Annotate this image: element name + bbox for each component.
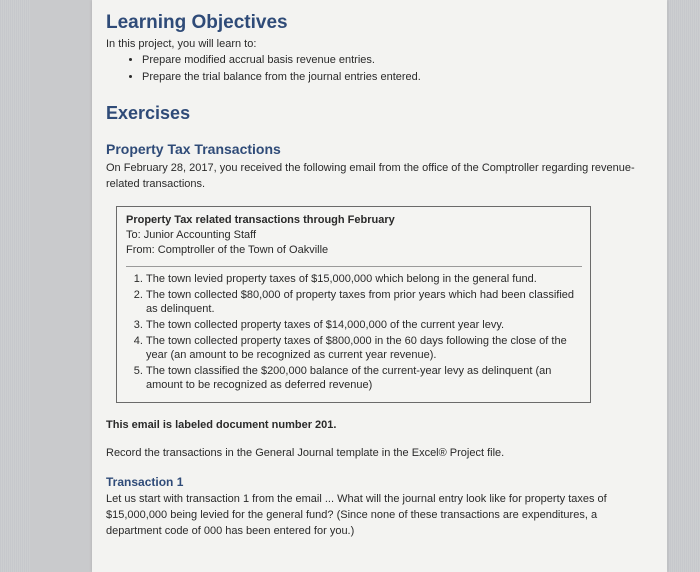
email-transaction-item: 4. The town collected property taxes of $800,000 in the 60 days following the close of the year (an amount to be recognized as current year revenue). bbox=[146, 334, 582, 362]
objectives-intro: In this project, you will learn to: bbox=[106, 38, 257, 50]
email-to: To: Junior Accounting Staff bbox=[126, 229, 257, 241]
email-transaction-item: 1. The town levied property taxes of $15,000,000 which belong in the general fund. bbox=[146, 272, 582, 286]
transaction-1-heading: Transaction 1 bbox=[106, 475, 184, 489]
document-content bbox=[106, 12, 636, 539]
record-instruction: Record the transactions in the General Journal template in the Excel® Project file. bbox=[106, 447, 505, 459]
email-transaction-item: 2. The town collected $80,000 of property taxes from prior years which had been classified as delinquent. bbox=[146, 288, 582, 316]
email-box bbox=[116, 206, 591, 403]
email-subject: Property Tax related transactions through February bbox=[126, 214, 395, 226]
email-transaction-list bbox=[126, 272, 582, 392]
email-transaction-item: 3. The town collected property taxes of $14,000,000 of the current year levy. bbox=[146, 318, 582, 332]
email-transaction-item: 5. The town classified the $200,000 balance of the current-year levy as delinquent (an amount to be recognized as deferred revenue) bbox=[146, 364, 582, 392]
property-tax-heading: Property Tax Transactions bbox=[106, 141, 281, 157]
objectives-list bbox=[106, 54, 636, 83]
email-divider bbox=[126, 266, 582, 267]
screen-edge-right bbox=[662, 0, 700, 572]
document-number-note: This email is labeled document number 201. bbox=[106, 419, 337, 431]
email-from: From: Comptroller of the Town of Oakville bbox=[126, 244, 329, 256]
exercises-heading: Exercises bbox=[106, 103, 191, 123]
transaction-1-body: Let us start with transaction 1 from the email ... What will the journal entry look like for property taxes of $15,000,000 being levied for the general fund? (Since none of these transactions are expenditures, a department code of 000 has been entered for you.) bbox=[106, 493, 607, 537]
document-page bbox=[92, 0, 667, 572]
objective-item: • Prepare the trial balance from the journal entries entered. bbox=[142, 71, 636, 83]
learning-objectives-heading: Learning Objectives bbox=[106, 12, 288, 33]
objective-item: • Prepare modified accrual basis revenue entries. bbox=[142, 54, 636, 66]
property-tax-intro: On February 28, 2017, you received the following email from the office of the Comptroller regarding revenue-related transactions. bbox=[106, 162, 635, 190]
screen-edge-left bbox=[0, 0, 30, 572]
